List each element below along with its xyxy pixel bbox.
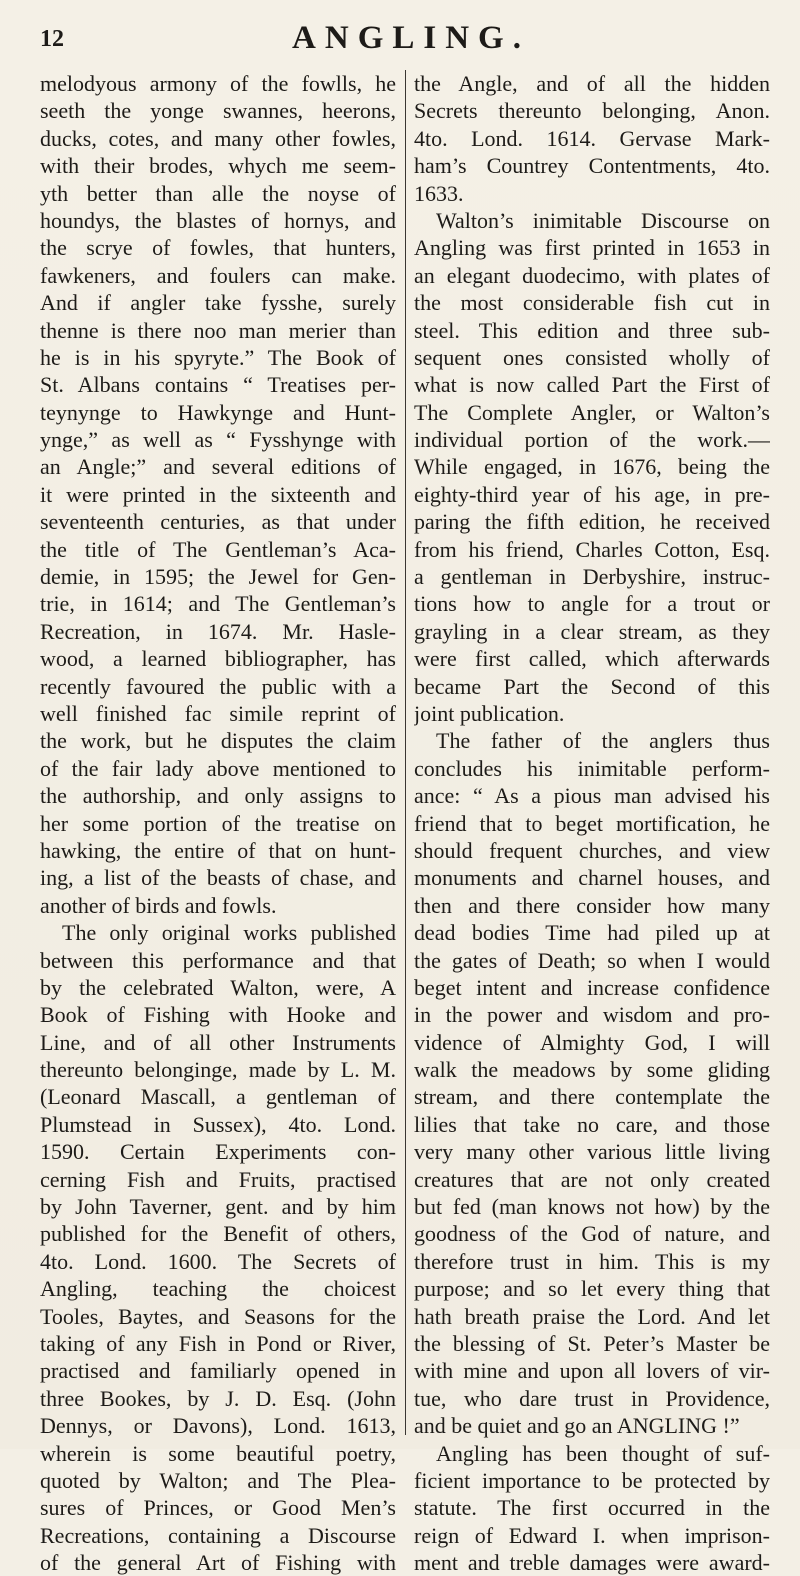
text-line: an Angle;” and several editions of bbox=[40, 454, 396, 480]
text-line: tions how to angle for a trout or bbox=[414, 591, 770, 617]
text-line: Plumstead in Sussex), 4to. Lond. bbox=[40, 1111, 396, 1137]
text-line: but fed (man knows not how) by the bbox=[414, 1194, 770, 1220]
page-header bbox=[40, 20, 782, 66]
text-line: what is now called Part the First of bbox=[414, 372, 770, 398]
text-line: the scrye of fowles, that hunters, bbox=[40, 235, 396, 261]
text-line: the most considerable fish cut in bbox=[414, 290, 770, 316]
text-line: by the celebrated Walton, were, A bbox=[40, 974, 396, 1000]
text-line: demie, in 1595; the Jewel for Gen- bbox=[40, 564, 396, 590]
text-line: then and there consider how many bbox=[414, 892, 770, 918]
text-line: an elegant duodecimo, with plates of bbox=[414, 262, 770, 288]
text-line: monuments and charnel houses, and bbox=[414, 865, 770, 891]
text-line: While engaged, in 1676, being the bbox=[414, 454, 770, 480]
text-line: cerning Fish and Fruits, practised bbox=[40, 1166, 396, 1192]
text-line: the Angle, and of all the hidden bbox=[414, 71, 770, 96]
text-line: of the general Art of Fishing with bbox=[40, 1550, 396, 1576]
text-line: the gates of Death; so when I would bbox=[414, 947, 770, 973]
text-line: dead bodies Time had piled up at bbox=[414, 920, 770, 946]
text-line: the authorship, and only assigns to bbox=[40, 783, 396, 809]
text-line: very many other various little living bbox=[414, 1139, 770, 1165]
text-line: stream, and there contemplate the bbox=[414, 1084, 770, 1110]
text-line: seventeenth centuries, as that under bbox=[40, 509, 396, 535]
text-line: taking of any Fish in Pond or River, bbox=[40, 1330, 396, 1356]
text-line: Secrets thereunto belonging, Anon. bbox=[414, 98, 770, 124]
text-line: vidence of Almighty God, I will bbox=[414, 1029, 770, 1055]
text-line: Dennys, or Davons), Lond. 1613, bbox=[40, 1413, 396, 1439]
text-line: of the fair lady above mentioned to bbox=[40, 755, 396, 781]
text-line: goodness of the God of nature, and bbox=[414, 1221, 770, 1247]
text-line: with their brodes, whych me seem- bbox=[40, 153, 396, 179]
text-line: 1633. bbox=[414, 180, 464, 206]
text-line: by John Taverner, gent. and by him bbox=[40, 1194, 396, 1220]
text-line: the title of The Gentleman’s Aca- bbox=[40, 536, 396, 562]
text-line: Tooles, Baytes, and Seasons for the bbox=[40, 1303, 396, 1329]
text-line: 1590. Certain Experiments con- bbox=[40, 1139, 396, 1165]
text-line: reign of Edward I. when imprison- bbox=[414, 1522, 770, 1548]
text-line: her some portion of the treatise on bbox=[40, 810, 396, 836]
text-line: between this performance and that bbox=[40, 947, 396, 973]
text-line: walk the meadows by some gliding bbox=[414, 1057, 770, 1083]
text-line: ance: “ As a pious man advised his bbox=[414, 783, 770, 809]
text-line: ynge,” as well as “ Fysshynge with bbox=[40, 427, 396, 453]
text-line: ment and treble damages were award- bbox=[414, 1550, 770, 1576]
text-line: hawking, the entire of that on hunt- bbox=[40, 837, 396, 863]
text-line: practised and familiarly opened in bbox=[40, 1358, 396, 1384]
text-line: therefore trust in him. This is my bbox=[414, 1248, 770, 1274]
text-line: eighty-third year of his age, in pre- bbox=[414, 481, 770, 507]
text-line: thereunto belonginge, made by L. M. bbox=[40, 1057, 396, 1083]
text-line: Angling has been thought of suf- bbox=[436, 1440, 770, 1466]
text-line: recently favoured the public with a bbox=[40, 673, 396, 699]
text-line: ing, a list of the beasts of chase, and bbox=[40, 865, 396, 891]
text-line: the work, but he disputes the claim bbox=[40, 728, 396, 754]
page-number: 12 bbox=[40, 26, 64, 52]
text-line: The Complete Angler, or Walton’s bbox=[414, 399, 770, 425]
text-line: published for the Benefit of others, bbox=[40, 1221, 396, 1247]
text-line: trie, in 1614; and The Gentleman’s bbox=[40, 591, 396, 617]
text-line: and be quiet and go an ANGLING !” bbox=[414, 1413, 740, 1439]
text-line: with mine and upon all lovers of vir- bbox=[414, 1358, 770, 1384]
text-line: statute. The first occurred in the bbox=[414, 1495, 770, 1521]
text-line: thenne is there noo man merier than bbox=[40, 317, 396, 343]
text-line: hath breath praise the Lord. And let bbox=[414, 1303, 770, 1329]
text-line: it were printed in the sixteenth and bbox=[40, 481, 396, 507]
text-line: ducks, cotes, and many other fowles, bbox=[40, 125, 396, 151]
text-line: three Bookes, by J. D. Esq. (John bbox=[40, 1385, 396, 1411]
right-column bbox=[414, 70, 770, 1576]
text-line: Walton’s inimitable Discourse on bbox=[436, 207, 770, 233]
text-line: another of birds and fowls. bbox=[40, 892, 277, 918]
text-line: the blessing of St. Peter’s Master be bbox=[414, 1330, 770, 1356]
text-line: Angling, teaching the choicest bbox=[40, 1276, 396, 1302]
text-line: paring the fifth edition, he received bbox=[414, 509, 770, 535]
text-line: became Part the Second of this bbox=[414, 673, 770, 699]
text-line: wood, a learned bibliographer, has bbox=[40, 646, 396, 672]
text-line: 4to. Lond. 1600. The Secrets of bbox=[40, 1248, 396, 1274]
text-line: friend that to beget mortification, he bbox=[414, 810, 770, 836]
text-line: Angling was first printed in 1653 in bbox=[414, 235, 770, 261]
text-line: sures of Princes, or Good Men’s bbox=[40, 1495, 396, 1521]
text-line: fawkeners, and foulers can make. bbox=[40, 262, 396, 288]
text-line: teynynge to Hawkynge and Hunt- bbox=[40, 399, 396, 425]
text-line: Recreation, in 1674. Mr. Hasle- bbox=[40, 618, 396, 644]
text-line: a gentleman in Derbyshire, instruc- bbox=[414, 564, 770, 590]
text-line: individual portion of the work.— bbox=[414, 427, 770, 453]
text-line: Book of Fishing with Hooke and bbox=[40, 1002, 396, 1028]
text-line: melodyous armony of the fowlls, he bbox=[40, 71, 396, 96]
text-line: houndys, the blastes of hornys, and bbox=[40, 207, 396, 233]
text-line: well finished fac simile reprint of bbox=[40, 700, 396, 726]
text-line: steel. This edition and three sub- bbox=[414, 317, 770, 343]
text-line: sequent ones consisted wholly of bbox=[414, 344, 770, 370]
text-line: Line, and of all other Instruments bbox=[40, 1029, 396, 1055]
text-line: And if angler take fysshe, surely bbox=[40, 290, 396, 316]
text-line: tue, who dare trust in Providence, bbox=[414, 1385, 770, 1411]
text-line: purpose; and so let every thing that bbox=[414, 1276, 770, 1302]
text-line: 4to. Lond. 1614. Gervase Mark- bbox=[414, 125, 770, 151]
text-line: quoted by Walton; and The Plea- bbox=[40, 1467, 396, 1493]
text-line: he is in his spyryte.” The Book of bbox=[40, 344, 396, 370]
text-line: The father of the anglers thus bbox=[436, 728, 770, 754]
text-line: lilies that take no care, and those bbox=[414, 1111, 770, 1137]
running-head: ANGLING. bbox=[292, 20, 530, 56]
text-line: were first called, which afterwards bbox=[414, 646, 770, 672]
text-line: concludes his inimitable perform- bbox=[414, 755, 770, 781]
text-line: wherein is some beautiful poetry, bbox=[40, 1440, 396, 1466]
column-divider bbox=[405, 70, 406, 1435]
text-line: should frequent churches, and view bbox=[414, 837, 770, 863]
text-line: yth better than alle the noyse of bbox=[40, 180, 396, 206]
text-line: joint publication. bbox=[414, 700, 565, 726]
text-columns bbox=[40, 70, 782, 1576]
text-line: ham’s Countrey Contentments, 4to. bbox=[414, 153, 770, 179]
text-line: creatures that are not only created bbox=[414, 1166, 770, 1192]
text-line: beget intent and increase confidence bbox=[414, 974, 770, 1000]
text-line: in the power and wisdom and pro- bbox=[414, 1002, 770, 1028]
text-line: seeth the yonge swannes, heerons, bbox=[40, 98, 396, 124]
left-column bbox=[40, 70, 396, 1576]
text-line: The only original works published bbox=[62, 920, 396, 946]
text-line: (Leonard Mascall, a gentleman of bbox=[40, 1084, 396, 1110]
text-line: ficient importance to be protected by bbox=[414, 1467, 770, 1493]
text-line: St. Albans contains “ Treatises per- bbox=[40, 372, 396, 398]
text-line: Recreations, containing a Discourse bbox=[40, 1522, 396, 1548]
text-line: grayling in a clear stream, as they bbox=[414, 618, 770, 644]
text-line: from his friend, Charles Cotton, Esq. bbox=[414, 536, 770, 562]
